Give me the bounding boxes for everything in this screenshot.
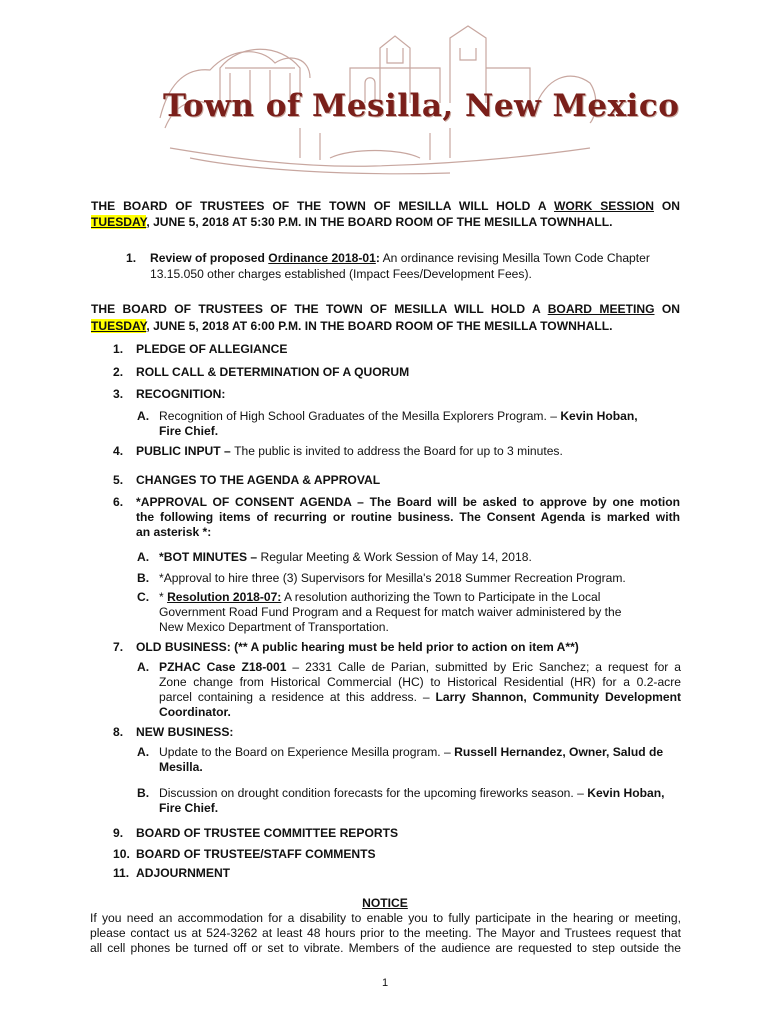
page-number: 1 [381,977,389,989]
agenda-item-9: 9. BOARD OF TRUSTEE COMMITTEE REPORTS [113,826,399,840]
agenda-item-6a: A. *BOT MINUTES – Regular Meeting & Work Session of May 14, 2018. [137,550,532,564]
notice-line-3: all cell phones be turned off or set to vibrate. Members of the audience are requested to step outside the [90,941,681,955]
work-session-label: WORK SESSION [554,199,654,213]
agenda-item-8a: A. Update to the Board on Experience Mesilla program. – Russell Hernandez, Owner, Salud de [137,745,664,759]
work-session-line-1: THE BOARD OF TRUSTEES OF THE TOWN OF MESILLA WILL HOLD A WORK SESSION ON [91,199,680,213]
agenda-item-6c-line-2: Government Road Fund Program and a Request for match waiver administered by the [159,605,622,619]
agenda-item-3: 3. RECOGNITION: [113,387,226,401]
tuesday-highlight: TUESDAY [91,215,147,229]
notice-heading: NOTICE [362,896,408,910]
agenda-item-5: 5. CHANGES TO THE AGENDA & APPROVAL [113,473,381,487]
notice-line-2: please contact us at 524-3262 at least 48 hours prior to the meeting. The Mayor and Trustees request that [90,926,681,940]
agenda-item-7: 7. OLD BUSINESS: (** A public hearing must be held prior to action on item A**) [113,640,579,654]
notice-line-1: If you need an accommodation for a disability to enable you to fully participate in the hearing or meeting, [90,911,681,925]
agenda-item-2: 2. ROLL CALL & DETERMINATION OF A QUORUM [113,365,410,379]
ordinance-link: Ordinance 2018-01 [268,251,376,265]
agenda-item-8a-cont: Mesilla. [159,760,203,774]
board-meeting-line-2: TUESDAY, JUNE 5, 2018 AT 6:00 P.M. IN THE BOARD ROOM OF THE MESILLA TOWNHALL. [91,319,613,333]
agenda-item-8b: B. Discussion on drought condition forecasts for the upcoming fireworks season. – Kevin Hoban, [137,786,665,800]
agenda-item-4: 4. PUBLIC INPUT – The public is invited to address the Board for up to 3 minutes. [113,444,563,458]
town-title: Town of Mesilla, New Mexico [163,88,680,124]
work-session-item-1-cont: 13.15.050 other charges established (Impact Fees/Development Fees). [150,267,532,281]
agenda-item-10: 10. BOARD OF TRUSTEE/STAFF COMMENTS [113,847,376,861]
agenda-item-3a: A. Recognition of High School Graduates of the Mesilla Explorers Program. – Kevin Hoban, [137,409,638,423]
agenda-item-7a-line-3: parcel containing a residence at this address. – Larry Shannon, Community Development [159,690,681,704]
agenda-item-6-line-3: an asterisk *: [136,525,212,539]
tuesday-highlight: TUESDAY [91,319,147,333]
agenda-item-1: 1. PLEDGE OF ALLEGIANCE [113,342,288,356]
agenda-item-7a-letter: A. [137,660,150,674]
board-meeting-label: BOARD MEETING [547,302,655,316]
work-session-line-2: TUESDAY, JUNE 5, 2018 AT 5:30 P.M. IN THE BOARD ROOM OF THE MESILLA TOWNHALL. [91,215,613,229]
agenda-item-7a-line-4: Coordinator. [159,705,231,719]
agenda-item-7a-line-1: PZHAC Case Z18-001 – 2331 Calle de Parian, submitted by Eric Sanchez; a request for a [159,660,682,674]
board-meeting-line-1: THE BOARD OF TRUSTEES OF THE TOWN OF MESILLA WILL HOLD A BOARD MEETING ON [91,302,680,316]
work-session-item-1: 1. Review of proposed Ordinance 2018-01: An ordinance revising Mesilla Town Code Chapter [126,251,650,265]
agenda-item-11: 11. ADJOURNMENT [113,866,231,880]
agenda-item-7a-line-2: Zone change from Historical Commercial (HC) to Historical Residential (HR) for a 0.2-acre [159,675,681,689]
agenda-item-6c-line-3: New Mexico Department of Transportation. [159,620,389,634]
agenda-item-8: 8. NEW BUSINESS: [113,725,234,739]
agenda-item-6b: B. *Approval to hire three (3) Supervisors for Mesilla's 2018 Summer Recreation Program. [137,571,626,585]
agenda-item-3a-cont: Fire Chief. [159,424,219,438]
agenda-item-6-line-2: the following items of recurring or routine business. The Consent Agenda is marked with [136,510,680,524]
agenda-item-8b-cont: Fire Chief. [159,801,219,815]
agenda-item-6-line-1: *APPROVAL OF CONSENT AGENDA – The Board will be asked to approve by one motion [136,495,680,509]
resolution-link: Resolution 2018-07: [167,590,282,604]
agenda-item-6c: C. * Resolution 2018-07: A resolution authorizing the Town to Participate in the Local [137,590,601,604]
